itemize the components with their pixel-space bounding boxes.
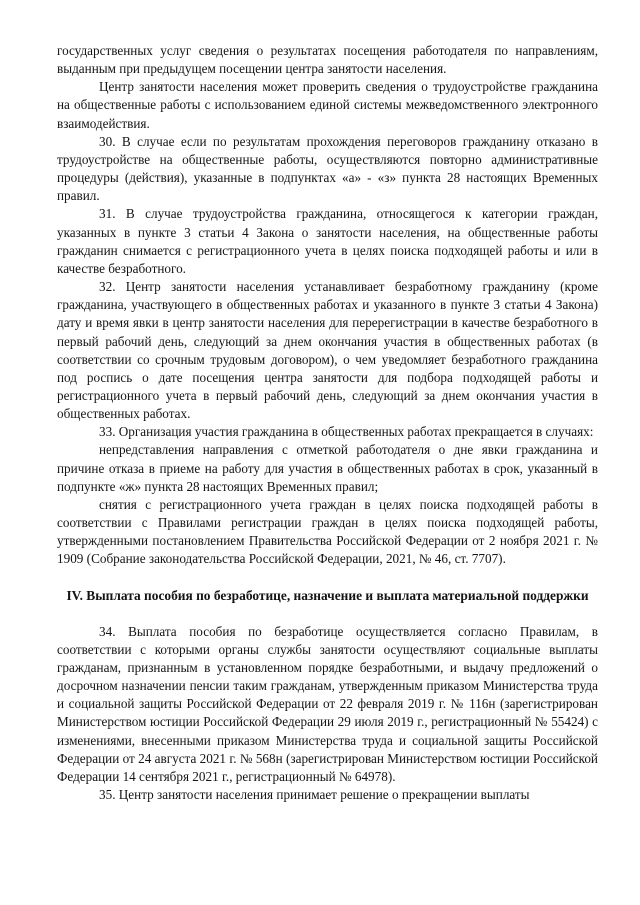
paragraph-verification: Центр занятости населения может проверить сведения о трудоустройстве гражданина на общественные работы с использованием единой системы межведомственного электронного взаимодействия.	[57, 79, 598, 131]
section-heading: IV. Выплата пособия по безработице, назначение и выплата материальной поддержки	[66, 587, 589, 603]
paragraph-34: 34. Выплата пособия по безработице осуществляется согласно Правилам, в соответствии с которыми органы службы занятости осуществляют социальные выплаты гражданам, признанным в установленном порядке безработными, и выдачу предложений о досрочном назначении пенсии таким гражданам, утвержденным приказом Министерства труда и социальной защиты Российской Федерации от 22 февраля 2019 г. № 116н (зарегистрирован Министерством юстиции Российской Федерации 29 июля 2019 г., регистрационный № 55424) с изменениями, внесенными приказом Министерства труда и социальной защиты Российской Федерации от 24 августа 2021 г. № 568н (зарегистрирован Министерством юстиции Российской Федерации 14 сентября 2021 г., регистрационный № 64978).	[57, 623, 598, 784]
paragraph-33: 33. Организация участия гражданина в общественных работах прекращается в случаях:	[99, 424, 594, 440]
section-gap	[57, 605, 598, 623]
paragraph-32: 32. Центр занятости населения устанавливает безработному гражданину (кроме гражданина, участвующего в общественных работах и указанного в пункте 3 статьи 4 Закона) дату и время явки в центр занятости населения для перерегистрации в качестве безработного в первый рабочий день, следующий за днем окончания участия в общественных работах (в соответствии со срочным трудовым договором), о чем уведомляет безработного гражданина под роспись о дате посещения центра занятости для подбора подходящей работы и регистрационного учета в первый рабочий день, следующий за днем окончания участия в общественных работах.	[57, 279, 598, 422]
paragraph-30: 30. В случае если по результатам прохождения переговоров гражданину отказано в трудоустройстве на общественные работы, осуществляются повторно административные процедуры (действия), указанные в подпунктах «а» - «з» пункта 28 настоящих Временных правил.	[57, 133, 598, 204]
paragraph-33-item-2: снятия с регистрационного учета граждан в целях поиска подходящей работы в соответствии с Правилами регистрации граждан в целях поиска подходящей работы, утвержденными постановлением Правительства Российской Федерации от 2 ноября 2021 г. № 1909 (Собрание законодательства Российской Федерации, 2021, № 46, ст. 7707).	[57, 496, 598, 567]
paragraph-33-item-1: непредставления направления с отметкой работодателя о дне явки гражданина и причине отказа в приеме на работу для участия в общественных работах в срок, указанный в подпункте «ж» пункта 28 настоящих Временных правил;	[57, 442, 598, 494]
document-page	[57, 42, 598, 804]
paragraph-31: 31. В случае трудоустройства гражданина, относящегося к категории граждан, указанных в пункте 3 статьи 4 Закона о занятости населения, на общественные работы гражданин снимается с регистрационного учета в целях поиска подходящей работы и или в качестве безработного.	[57, 206, 598, 276]
paragraph-35: 35. Центр занятости населения принимает решение о прекращении выплаты	[99, 787, 530, 803]
paragraph-continuation: государственных услуг сведения о результатах посещения работодателя по направлениям, выданным при предыдущем посещении центра занятости населения.	[57, 43, 598, 77]
